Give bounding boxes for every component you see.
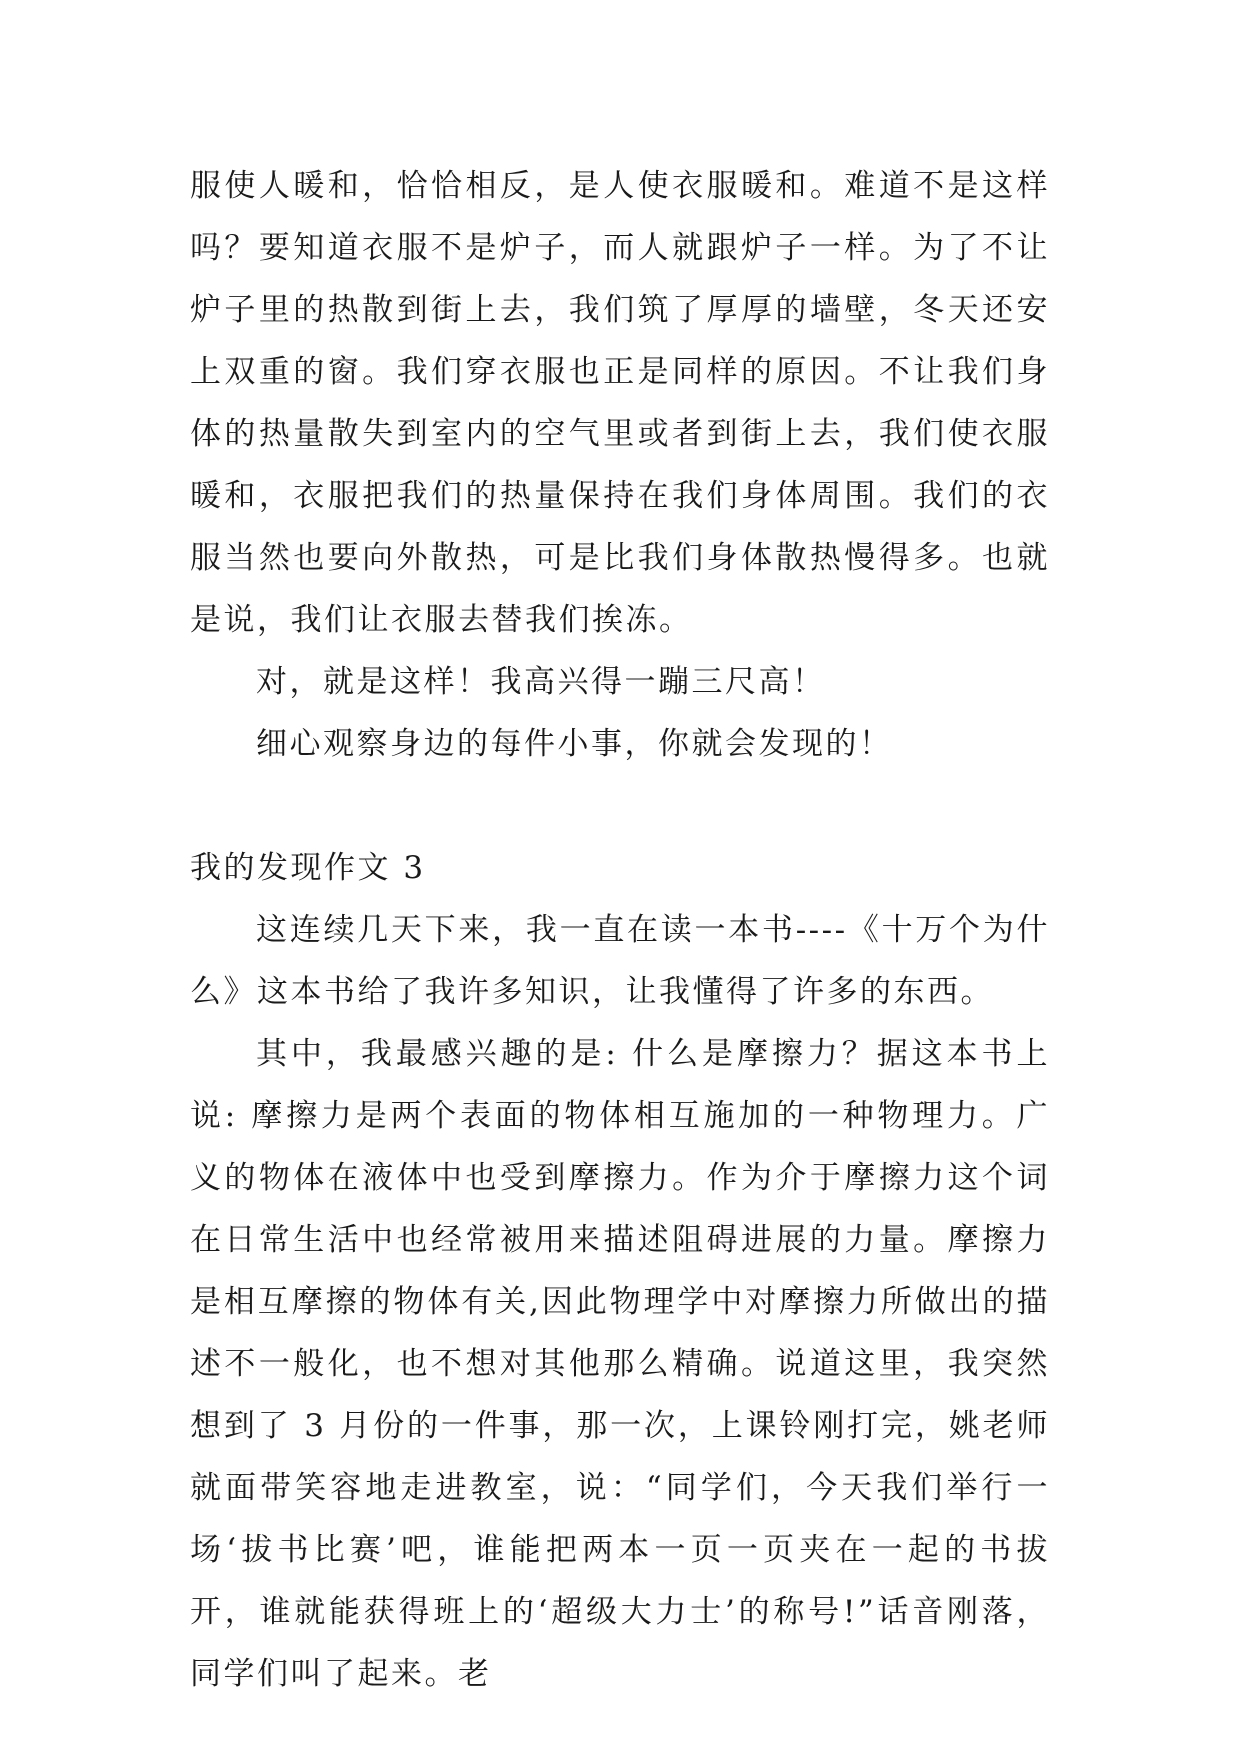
section-paragraph-1: 这连续几天下来，我一直在读一本书----《十万个为什么》这本书给了我许多知识，让我懂得了许多的东西。 [190,912,1050,1010]
document-page [190,155,1050,1705]
section-gap [190,775,1050,837]
section-paragraph-2: 其中，我最感兴趣的是: 什么是摩擦力？据这本书上说: 摩擦力是两个表面的物体相互施加的一种物理力。广义的物体在液体中也受到摩擦力。作为介于摩擦力这个词在日常生活中也经常被用来描述阻碍进展的力量。摩擦力是相互摩擦的物体有关,因此物理学中对摩擦力所做出的描述不一般化，也不想对其他那么精确。说道这里，我突然想到了 3 月份的一件事，那一次，上课铃刚打完，姚老师就面带笑容地走进教室，说：“同学们，今天我们举行一场‘拔书比赛’吧，谁能把两本一页一页夹在一起的书拔开，谁就能获得班上的‘超级大力士’的称号!”话音刚落，同学们叫了起来。老 [190,1036,1050,1692]
section-title: 我的发现作文 3 [190,850,426,886]
closing-paragraph: 细心观察身边的每件小事，你就会发现的！ [256,726,893,762]
exclaim-paragraph: 对，就是这样！我高兴得一蹦三尺高！ [256,664,826,700]
continuation-paragraph: 服使人暖和，恰恰相反，是人使衣服暖和。难道不是这样吗？要知道衣服不是炉子，而人就跟炉子一样。为了不让炉子里的热散到街上去，我们筑了厚厚的墙壁，冬天还安上双重的窗。我们穿衣服也正是同样的原因。不让我们身体的热量散失到室内的空气里或者到街上去，我们使衣服暖和，衣服把我们的热量保持在我们身体周围。我们的衣服当然也要向外散热，可是比我们身体散热慢得多。也就是说，我们让衣服去替我们挨冻。 [190,168,1050,638]
